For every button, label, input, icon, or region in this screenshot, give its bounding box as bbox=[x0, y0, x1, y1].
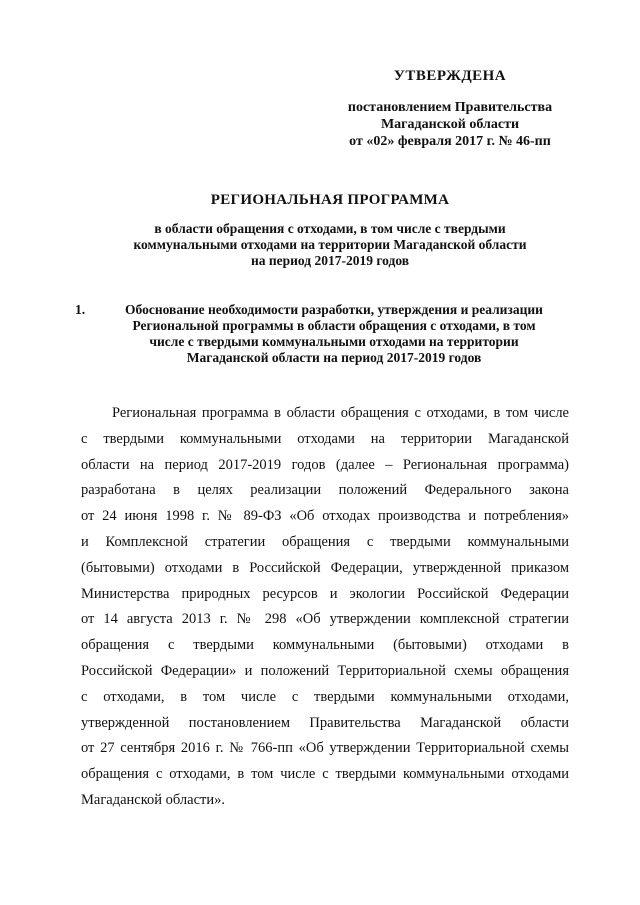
paragraph-line: от 27 сентября 2016 г. № 766-пп «Об утверждении Территориальной схемы bbox=[81, 740, 569, 757]
section-title-line: Обоснование необходимости разработки, утверждения и реализации bbox=[125, 302, 543, 317]
paragraph-line: обращения с отходами, в том числе с твердыми коммунальными отходами bbox=[81, 766, 569, 783]
paragraph-line: обращения с твердыми коммунальными (бытовыми) отходами в bbox=[81, 637, 569, 654]
approval-heading: УТВЕРЖДЕНА bbox=[393, 68, 507, 84]
paragraph-line: Российской Федерации» и положений Территориальной схемы обращения bbox=[81, 662, 569, 679]
body-paragraph bbox=[81, 401, 569, 814]
section-title-line: Магаданской области на период 2017-2019 годов bbox=[186, 350, 482, 365]
section-title-line: Региональной программы в области обращения с отходами, в том bbox=[132, 318, 536, 333]
program-subtitle bbox=[80, 221, 580, 269]
paragraph-line: с отходами, в том числе с твердыми коммунальными отходами, bbox=[81, 688, 569, 705]
section-number: 1. bbox=[75, 302, 86, 317]
paragraph-line: и Комплексной стратегии обращения с твердыми коммунальными bbox=[81, 533, 569, 550]
paragraph-line: Министерства природных ресурсов и экологии Российской Федерации bbox=[81, 585, 569, 602]
section-title-line: числе с твердыми коммунальными отходами на территории bbox=[149, 334, 519, 349]
approval-stamp bbox=[335, 68, 565, 150]
program-subtitle-line: в области обращения с отходами, в том числе с твердыми bbox=[154, 221, 506, 236]
paragraph-line: Региональная программа в области обращения с отходами, в том числе bbox=[112, 405, 569, 421]
program-subtitle-line: коммунальными отходами на территории Магаданской области bbox=[133, 237, 527, 252]
section-title bbox=[88, 302, 580, 366]
approval-line: от «02» февраля 2017 г. № 46-пп bbox=[349, 134, 551, 149]
paragraph-line: Магаданской области». bbox=[81, 791, 226, 808]
approval-line: постановлением Правительства bbox=[347, 100, 553, 115]
paragraph-line: от 24 июня 1998 г. № 89-ФЗ «Об отходах производства и потребления» bbox=[81, 508, 569, 525]
paragraph-line: разработана в целях реализации положений Федерального закона bbox=[81, 482, 569, 499]
paragraph-line: с твердыми коммунальными отходами на территории Магаданской bbox=[81, 430, 569, 447]
paragraph-line: области на период 2017-2019 годов (далее – Региональная программа) bbox=[81, 456, 569, 473]
program-title: РЕГИОНАЛЬНАЯ ПРОГРАММА bbox=[210, 192, 450, 208]
paragraph-line: утвержденной постановлением Правительства Магаданской области bbox=[81, 714, 569, 731]
paragraph-line: (бытовыми) отходами в Российской Федерации, утвержденной приказом bbox=[81, 559, 569, 576]
section-heading bbox=[75, 302, 580, 366]
program-subtitle-line: на период 2017-2019 годов bbox=[250, 253, 410, 268]
approval-line: Магаданской области bbox=[380, 117, 520, 132]
paragraph-line: от 14 августа 2013 г. № 298 «Об утверждении комплексной стратегии bbox=[81, 611, 569, 628]
